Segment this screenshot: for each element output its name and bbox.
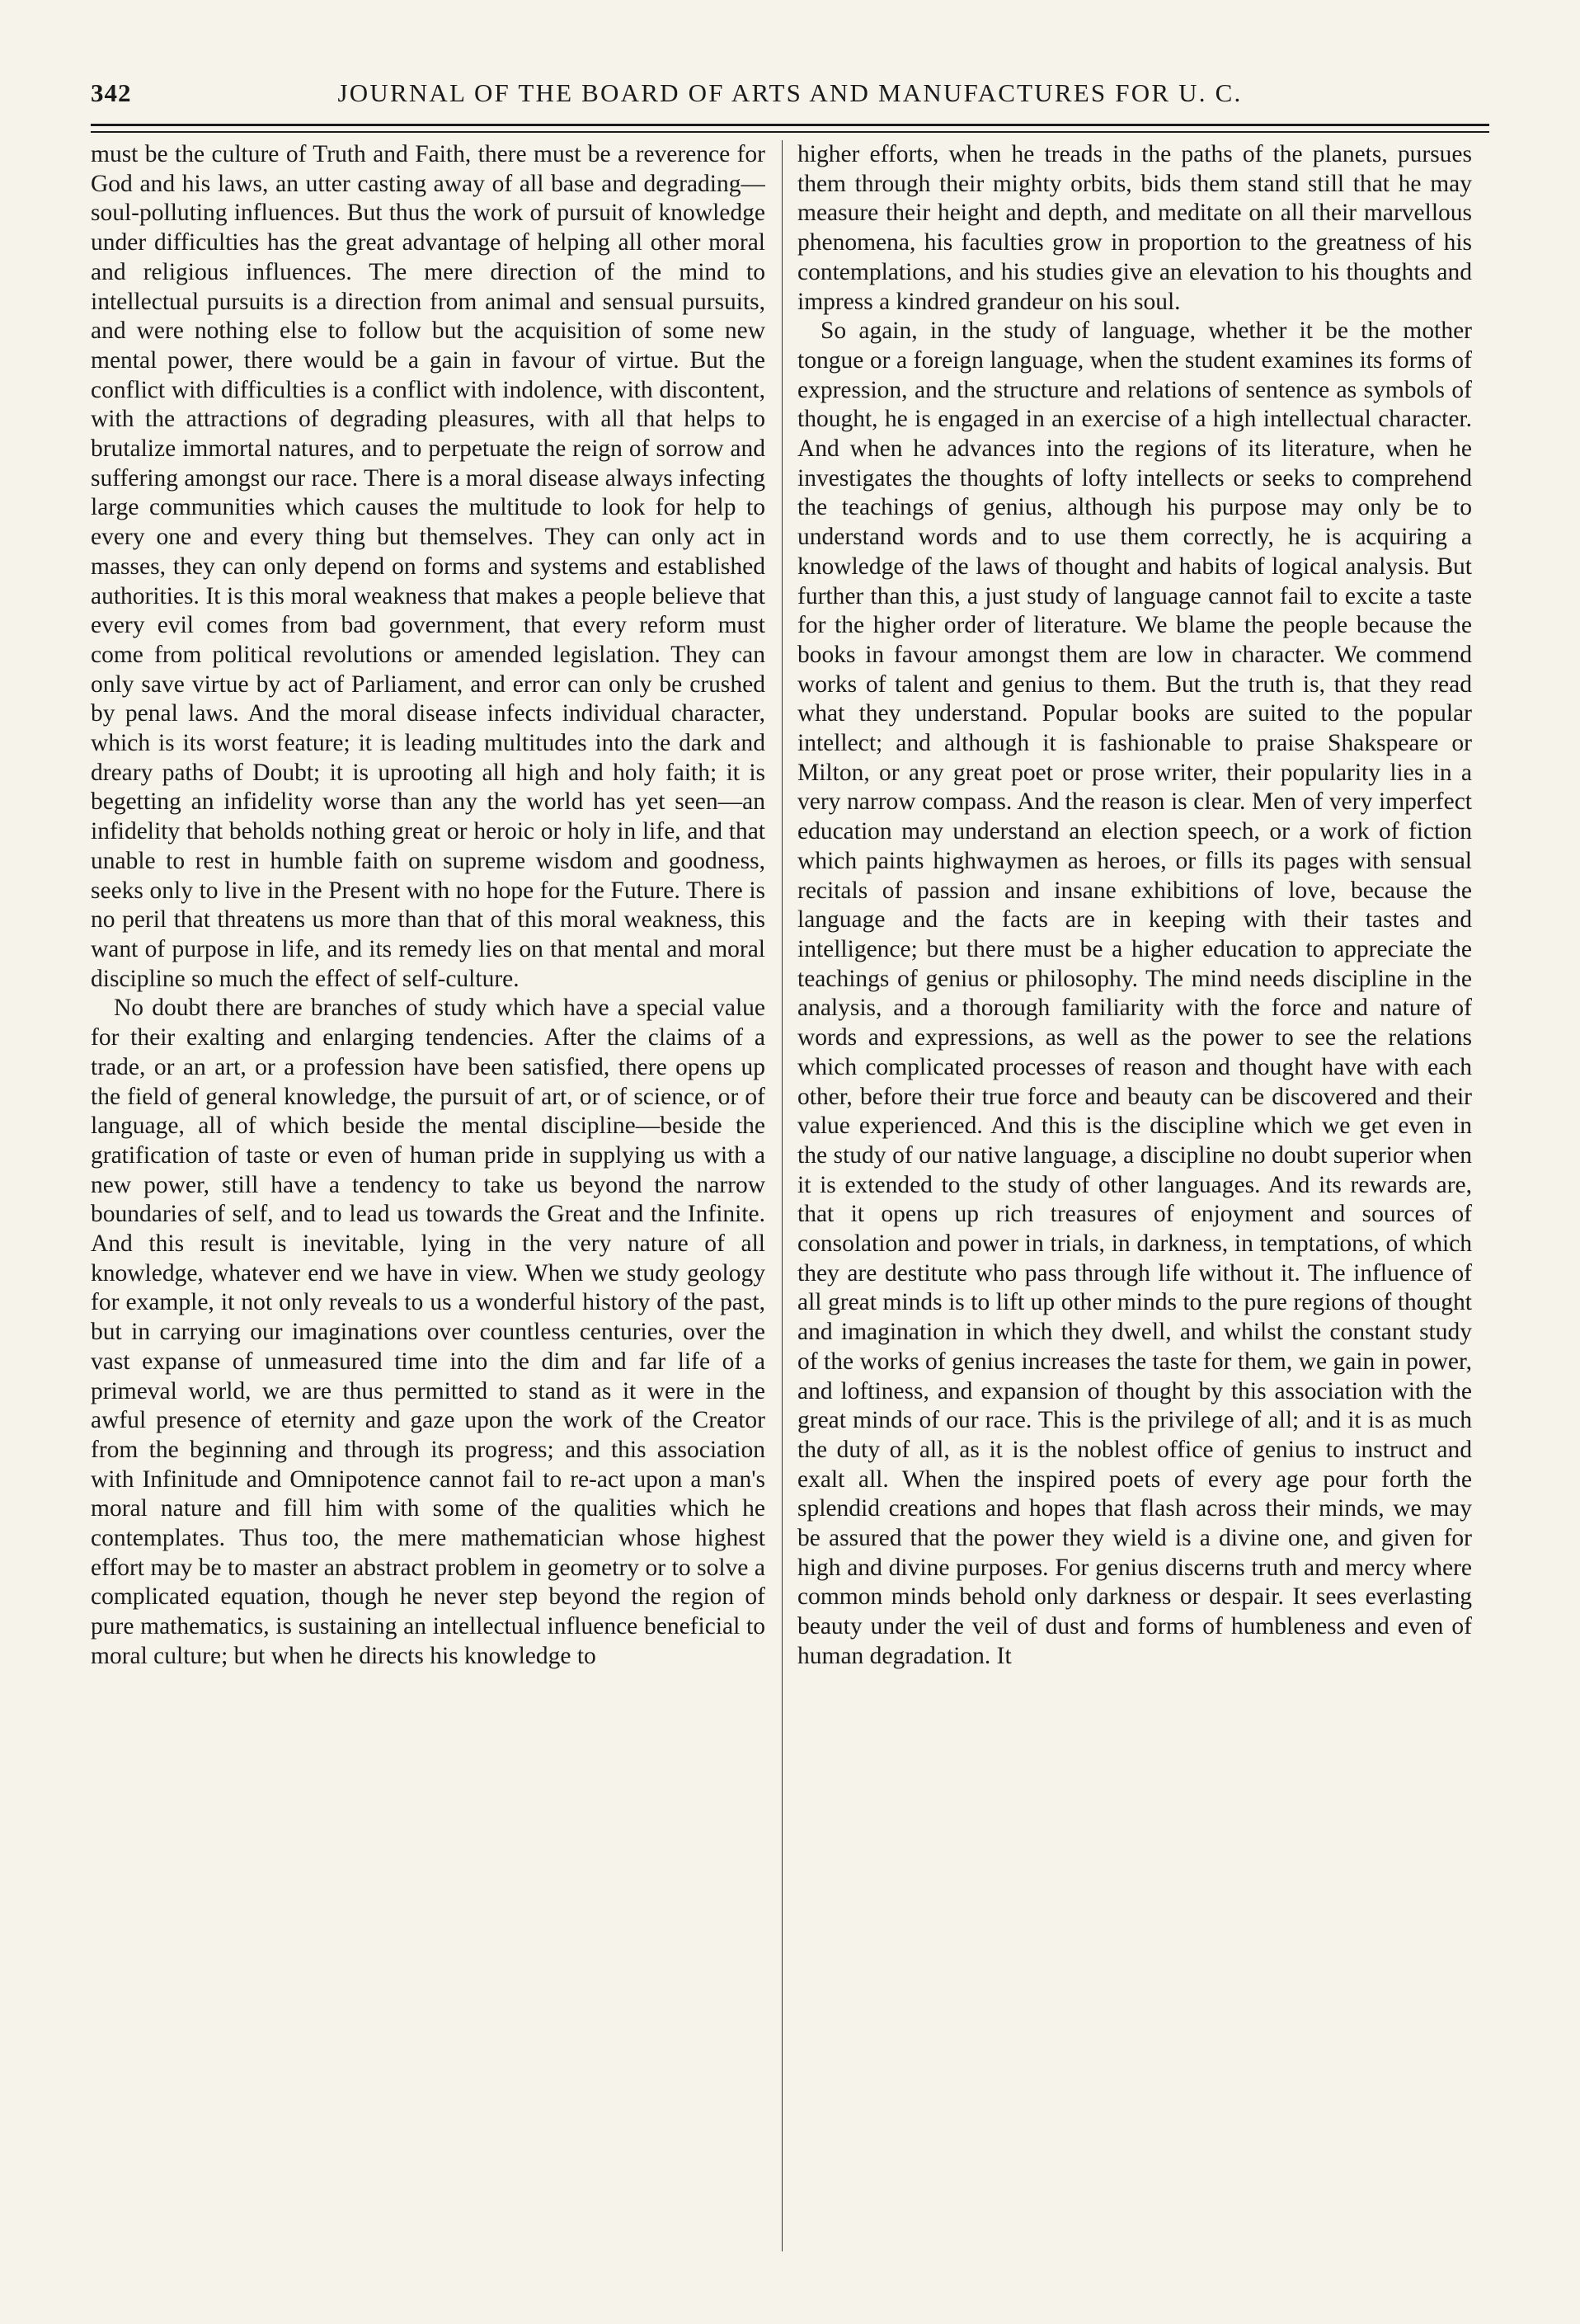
header-rule-bottom xyxy=(91,131,1489,133)
right-paragraph-2: So again, in the study of language, whether it be the mother tongue or a foreign language, when the student examines its forms of expression, and the structure and relations of sentence as symbols of thought, he is engaged in an exercise of a high intellectual character. And when he advances into the regions of its literature, when he investigates the thoughts of lofty intellects or seeks to comprehend the teachings of genius, although his purpose may only be to understand words and to use them correctly, he is acquiring a knowledge of the laws of thought and habits of logical analysis. But further than this, a just study of language cannot fail to excite a taste for the higher order of literature. We blame the people because the books in favour amongst them are low in character. We commend works of talent and genius to them. But the truth is, that they read what they understand. Popular books are suited to the popular intellect; and although it is fashionable to praise Shakspeare or Milton, or any great poet or prose writer, their popularity lies in a very narrow compass. And the reason is clear. Men of very imperfect education may understand an election speech, or a work of fiction which paints highwaymen as heroes, or fills its pages with sensual recitals of passion and insane exhibitions of love, because the language and the facts are in keeping with their tastes and intelligence; but there must be a higher education to appreciate the teachings of genius or philosophy. The mind needs discipline in the analysis, and a thorough familiarity with the force and nature of words and expressions, as well as the power to see the relations which complicated processes of reason and thought have with each other, before their true force and beauty can be discovered and their value experienced. And this is the discipline which we get even in the study of our native language, a discipline no doubt superior when it is extended to the study of other languages. And its rewards are, that it opens up rich treasures of enjoyment and sources of consolation and power in trials, in darkness, in temptations, of which they are destitute who pass through life without it. The influence of all great minds is to lift up other minds to the pure regions of thought and imagination in which they dwell, and whilst the constant study of the works of genius increases the taste for them, we gain in power, and loftiness, and expansion of thought by this association with the great minds of our race. This is the privilege of all; and it is as much the duty of all, as it is the noblest office of genius to instruct and exalt all. When the inspired poets of every age pour forth the splendid creations and hopes that flash across their minds, we may be assured that the power they wield is a divine one, and given for high and divine purposes. For genius discerns truth and mercy where common minds behold only darkness or despair. It sees everlasting beauty under the veil of dust and forms of humbleness and even of human degradation. It xyxy=(797,318,1472,1669)
left-paragraph-2: No doubt there are branches of study which have a special value for their exalting and enlarging tendencies. After the claims of a trade, or an art, or a profession have been satisfied, there opens up the field of general knowledge, the pursuit of art, or of science, or of language, all of which beside the mental discipline—beside the gratification of taste or even of human pride in supplying us with a new power, still have a tendency to take us beyond the narrow boundaries of self, and to lead us towards the Great and the Infinite. And this result is inevitable, lying in the very nature of all knowledge, whatever end we have in view. When we study geology for example, it not only reveals to us a wonderful history of the past, but in carrying our imaginations over countless centuries, over the vast expanse of unmeasured time into the dim and far life of a primeval world, we are thus permitted to stand as it were in the awful presence of eternity and gaze upon the work of the Creator from the beginning and through its progress; and this association with Infinitude and Omnipotence cannot fail to re-act upon a man's moral nature and fill him with some of the qualities which he contemplates. Thus too, the mere mathematician whose highest effort may be to master an abstract problem in geometry or to solve a complicated equation, though he never step beyond the region of pure mathematics, is sustaining an intellectual influence beneficial to moral culture; but when he directs his knowledge to xyxy=(91,995,765,1669)
column-divider xyxy=(782,140,783,2251)
header-rule-top xyxy=(91,124,1489,126)
running-title: JOURNAL OF THE BOARD OF ARTS AND MANUFACTURES FOR U. C. xyxy=(337,78,1243,107)
page-header xyxy=(0,78,1580,128)
left-paragraph-1: must be the culture of Truth and Faith, there must be a reverence for God and his laws, an utter casting away of all base and degrading—soul-polluting influences. But thus the work of pursuit of knowledge under difficulties has the great advantage of helping all other moral and religious influences. The mere direction of the mind to intellectual pursuits is a direction from animal and sensual pursuits, and were nothing else to follow but the acquisition of some new mental power, there would be a gain in favour of virtue. But the conflict with difficulties is a conflict with indolence, with discontent, with the attractions of degrading pleasures, with all that helps to brutalize immortal natures, and to perpetuate the reign of sorrow and suffering amongst our race. There is a moral disease always infecting large communities which causes the multitude to look for help to every one and every thing but themselves. They can only act in masses, they can only depend on forms and systems and established authorities. It is this moral weakness that makes a people believe that every evil comes from bad government, that every reform must come from political revolutions or amended legislation. They can only save virtue by act of Parliament, and error can only be crushed by penal laws. And the moral disease infects individual character, which is its worst feature; it is leading multitudes into the dark and dreary paths of Doubt; it is uprooting all high and holy faith; it is begetting an infidelity worse than any the world has yet seen—an infidelity that beholds nothing great or heroic or holy in life, and that unable to rest in humble faith on supreme wisdom and goodness, seeks only to live in the Present with no hope for the Future. There is no peril that threatens us more than that of this moral weakness, this want of purpose in life, and its remedy lies on that mental and moral discipline so much the effect of self-culture. xyxy=(91,141,765,992)
right-column xyxy=(797,140,1472,2251)
right-paragraph-1: higher efforts, when he treads in the paths of the planets, pursues them through their mighty orbits, bids them stand still that he may measure their height and depth, and meditate on all their marvellous phenomena, his faculties grow in proportion to the greatness of his contemplations, and his studies give an elevation to his thoughts and impress a kindred grandeur on his soul. xyxy=(797,141,1472,315)
left-column xyxy=(91,140,765,2251)
page-number: 342 xyxy=(91,78,132,107)
